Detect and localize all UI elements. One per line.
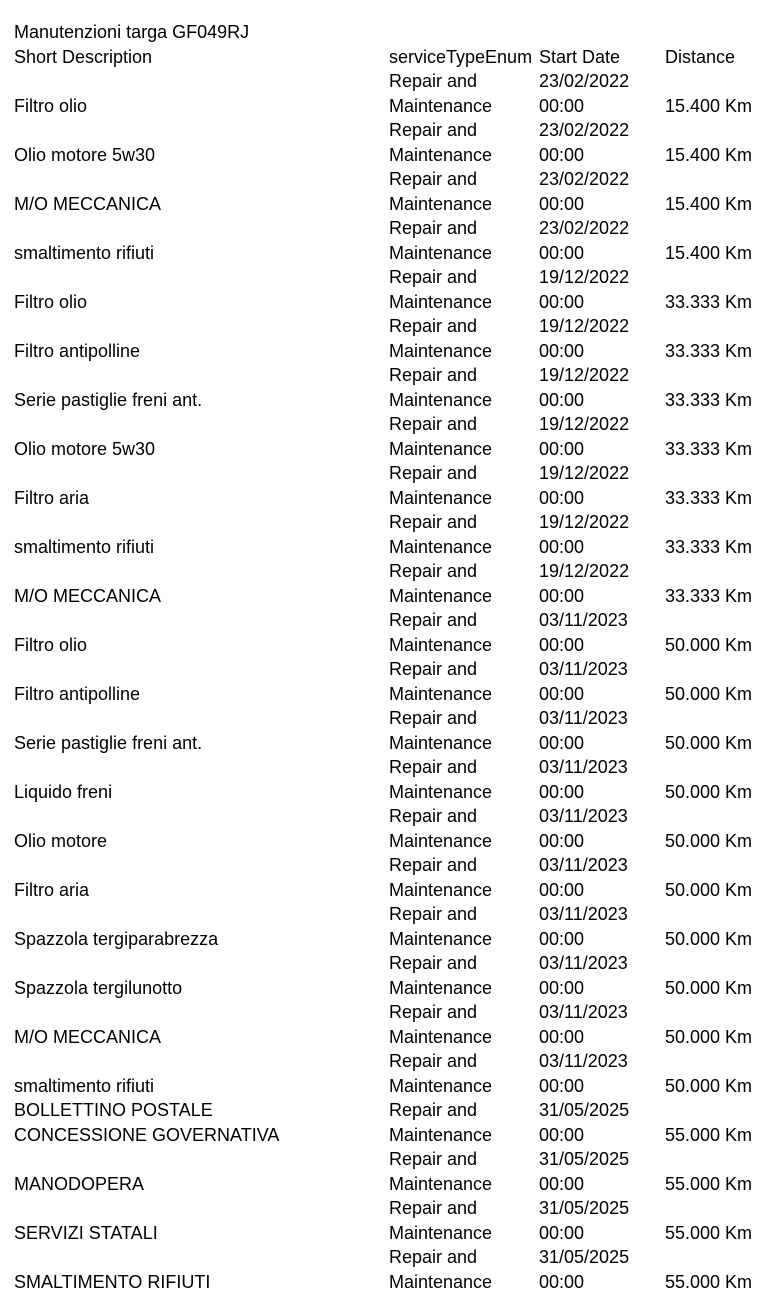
short-description: Filtro aria bbox=[14, 487, 90, 508]
service-type-line1: Repair and bbox=[389, 120, 478, 140]
start-time: 00:00 bbox=[539, 1271, 585, 1292]
service-type-line1: Repair and bbox=[389, 561, 478, 581]
table-row bbox=[14, 265, 774, 314]
service-type-line1: Repair and bbox=[389, 1051, 478, 1071]
start-time: 00:00 bbox=[539, 683, 585, 704]
start-time: 00:00 bbox=[539, 1124, 585, 1145]
short-description: Olio motore 5w30 bbox=[14, 144, 156, 165]
service-type-line2: Maintenance bbox=[389, 291, 493, 312]
distance-value: 33.333 Km bbox=[665, 389, 753, 410]
table-row bbox=[14, 118, 774, 167]
service-type-line1: Repair and bbox=[389, 316, 478, 336]
start-date: 03/11/2023 bbox=[539, 659, 628, 679]
start-time: 00:00 bbox=[539, 487, 585, 508]
short-description: smaltimento rifiuti bbox=[14, 536, 155, 557]
short-description: Filtro aria bbox=[14, 879, 90, 900]
service-type-line2: Maintenance bbox=[389, 928, 493, 949]
short-description: Liquido freni bbox=[14, 781, 113, 802]
distance-value: 15.400 Km bbox=[665, 193, 753, 214]
service-type-line2: Maintenance bbox=[389, 1222, 493, 1243]
start-time: 00:00 bbox=[539, 291, 585, 312]
short-description-line1: BOLLETTINO POSTALE bbox=[14, 1100, 213, 1120]
start-date: 23/02/2022 bbox=[539, 71, 630, 91]
start-time: 00:00 bbox=[539, 1222, 585, 1243]
service-type-line2: Maintenance bbox=[389, 340, 493, 361]
service-type-line2: Maintenance bbox=[389, 389, 493, 410]
distance-value: 50.000 Km bbox=[665, 977, 753, 998]
table-row bbox=[14, 167, 774, 216]
service-type-line2: Maintenance bbox=[389, 487, 493, 508]
header-distance: Distance bbox=[665, 46, 736, 67]
start-time: 00:00 bbox=[539, 193, 585, 214]
start-time: 00:00 bbox=[539, 879, 585, 900]
start-time: 00:00 bbox=[539, 1026, 585, 1047]
start-date: 31/05/2025 bbox=[539, 1247, 630, 1267]
service-type-line1: Repair and bbox=[389, 659, 478, 679]
start-time: 00:00 bbox=[539, 781, 585, 802]
table-row bbox=[14, 1196, 774, 1245]
table-row bbox=[14, 1098, 774, 1147]
service-type-line2: Maintenance bbox=[389, 438, 493, 459]
service-type-line1: Repair and bbox=[389, 1100, 478, 1120]
start-date: 19/12/2022 bbox=[539, 463, 630, 483]
service-type-line1: Repair and bbox=[389, 855, 478, 875]
start-date: 23/02/2022 bbox=[539, 218, 630, 238]
start-date: 03/11/2023 bbox=[539, 806, 628, 826]
table-row bbox=[14, 951, 774, 1000]
distance-value: 50.000 Km bbox=[665, 732, 753, 753]
start-time: 00:00 bbox=[539, 732, 585, 753]
start-time: 00:00 bbox=[539, 536, 585, 557]
start-date: 31/05/2025 bbox=[539, 1198, 630, 1218]
distance-value: 33.333 Km bbox=[665, 585, 753, 606]
service-type-line1: Repair and bbox=[389, 904, 478, 924]
short-description: Filtro antipolline bbox=[14, 340, 141, 361]
header-short-description: Short Description bbox=[14, 46, 153, 67]
service-type-line1: Repair and bbox=[389, 267, 478, 287]
short-description: Filtro olio bbox=[14, 291, 88, 312]
service-type-line1: Repair and bbox=[389, 1149, 478, 1169]
start-time: 00:00 bbox=[539, 1173, 585, 1194]
start-date: 03/11/2023 bbox=[539, 708, 628, 728]
short-description: M/O MECCANICA bbox=[14, 193, 162, 214]
start-time: 00:00 bbox=[539, 340, 585, 361]
table-row bbox=[14, 1049, 774, 1098]
service-type-line1: Repair and bbox=[389, 1198, 478, 1218]
table-row bbox=[14, 657, 774, 706]
table-row bbox=[14, 559, 774, 608]
service-type-line2: Maintenance bbox=[389, 585, 493, 606]
header-row bbox=[14, 45, 774, 70]
distance-value: 50.000 Km bbox=[665, 879, 753, 900]
short-description: Serie pastiglie freni ant. bbox=[14, 389, 203, 410]
distance-value: 50.000 Km bbox=[665, 683, 753, 704]
service-type-line2: Maintenance bbox=[389, 1124, 493, 1145]
start-date: 19/12/2022 bbox=[539, 267, 630, 287]
short-description: M/O MECCANICA bbox=[14, 1026, 162, 1047]
start-date: 31/05/2025 bbox=[539, 1100, 630, 1120]
start-date: 03/11/2023 bbox=[539, 953, 628, 973]
short-description: Serie pastiglie freni ant. bbox=[14, 732, 203, 753]
distance-value: 55.000 Km bbox=[665, 1173, 753, 1194]
start-date: 19/12/2022 bbox=[539, 512, 630, 532]
service-type-line2: Maintenance bbox=[389, 536, 493, 557]
service-type-line2: Maintenance bbox=[389, 830, 493, 851]
header-service-type: serviceTypeEnum bbox=[389, 46, 533, 67]
service-type-line1: Repair and bbox=[389, 414, 478, 434]
service-type-line1: Repair and bbox=[389, 463, 478, 483]
table-row bbox=[14, 216, 774, 265]
service-type-line2: Maintenance bbox=[389, 193, 493, 214]
start-time: 00:00 bbox=[539, 144, 585, 165]
service-type-line2: Maintenance bbox=[389, 634, 493, 655]
service-type-line2: Maintenance bbox=[389, 1271, 493, 1292]
service-type-line1: Repair and bbox=[389, 512, 478, 532]
start-date: 03/11/2023 bbox=[539, 757, 628, 777]
distance-value: 50.000 Km bbox=[665, 1026, 753, 1047]
distance-value: 33.333 Km bbox=[665, 487, 753, 508]
start-date: 03/11/2023 bbox=[539, 904, 628, 924]
start-date: 03/11/2023 bbox=[539, 1051, 628, 1071]
start-date: 23/02/2022 bbox=[539, 120, 630, 140]
start-date: 03/11/2023 bbox=[539, 1002, 628, 1022]
table-row bbox=[14, 363, 774, 412]
short-description: Filtro antipolline bbox=[14, 683, 141, 704]
service-type-line2: Maintenance bbox=[389, 683, 493, 704]
distance-value: 55.000 Km bbox=[665, 1222, 753, 1243]
distance-value: 33.333 Km bbox=[665, 340, 753, 361]
distance-value: 33.333 Km bbox=[665, 438, 753, 459]
service-type-line2: Maintenance bbox=[389, 781, 493, 802]
start-date: 03/11/2023 bbox=[539, 855, 628, 875]
service-type-line1: Repair and bbox=[389, 1247, 478, 1267]
service-type-line2: Maintenance bbox=[389, 879, 493, 900]
short-description: Spazzola tergiparabrezza bbox=[14, 928, 219, 949]
start-time: 00:00 bbox=[539, 438, 585, 459]
distance-value: 50.000 Km bbox=[665, 928, 753, 949]
start-time: 00:00 bbox=[539, 1075, 585, 1096]
distance-value: 33.333 Km bbox=[665, 536, 753, 557]
distance-value: 50.000 Km bbox=[665, 1075, 753, 1096]
short-description: MANODOPERA bbox=[14, 1173, 145, 1194]
short-description-line2: CONCESSIONE GOVERNATIVA bbox=[14, 1124, 280, 1145]
short-description: Olio motore 5w30 bbox=[14, 438, 156, 459]
distance-value: 15.400 Km bbox=[665, 95, 753, 116]
short-description: SERVIZI STATALI bbox=[14, 1222, 158, 1243]
service-type-line1: Repair and bbox=[389, 953, 478, 973]
table-row bbox=[14, 902, 774, 951]
start-time: 00:00 bbox=[539, 634, 585, 655]
header-start-date: Start Date bbox=[539, 46, 621, 67]
start-date: 23/02/2022 bbox=[539, 169, 630, 189]
service-type-line2: Maintenance bbox=[389, 95, 493, 116]
service-type-line2: Maintenance bbox=[389, 732, 493, 753]
start-time: 00:00 bbox=[539, 830, 585, 851]
sheet-title: Manutenzioni targa GF049RJ bbox=[14, 22, 250, 42]
short-description: M/O MECCANICA bbox=[14, 585, 162, 606]
start-date: 31/05/2025 bbox=[539, 1149, 630, 1169]
service-type-line2: Maintenance bbox=[389, 1173, 493, 1194]
maintenance-sheet bbox=[14, 20, 774, 1294]
service-type-line1: Repair and bbox=[389, 708, 478, 728]
start-date: 19/12/2022 bbox=[539, 414, 630, 434]
service-type-line1: Repair and bbox=[389, 218, 478, 238]
short-description: smaltimento rifiuti bbox=[14, 1075, 155, 1096]
service-type-line2: Maintenance bbox=[389, 1026, 493, 1047]
distance-value: 55.000 Km bbox=[665, 1271, 753, 1292]
service-type-line1: Repair and bbox=[389, 71, 478, 91]
distance-value: 55.000 Km bbox=[665, 1124, 753, 1145]
table-row bbox=[14, 706, 774, 755]
service-type-line1: Repair and bbox=[389, 610, 478, 630]
service-type-line1: Repair and bbox=[389, 1002, 478, 1022]
table-row bbox=[14, 461, 774, 510]
table-row bbox=[14, 510, 774, 559]
short-description: SMALTIMENTO RIFIUTI bbox=[14, 1271, 211, 1292]
service-type-line2: Maintenance bbox=[389, 977, 493, 998]
table-row bbox=[14, 608, 774, 657]
table-row bbox=[14, 755, 774, 804]
table-row bbox=[14, 69, 774, 118]
start-time: 00:00 bbox=[539, 95, 585, 116]
start-time: 00:00 bbox=[539, 977, 585, 998]
start-time: 00:00 bbox=[539, 389, 585, 410]
distance-value: 50.000 Km bbox=[665, 781, 753, 802]
maintenance-rows bbox=[14, 69, 774, 1294]
service-type-line1: Repair and bbox=[389, 806, 478, 826]
distance-value: 15.400 Km bbox=[665, 144, 753, 165]
short-description: Filtro olio bbox=[14, 634, 88, 655]
start-date: 19/12/2022 bbox=[539, 316, 630, 336]
start-time: 00:00 bbox=[539, 928, 585, 949]
table-row bbox=[14, 1000, 774, 1049]
table-row bbox=[14, 1147, 774, 1196]
distance-value: 50.000 Km bbox=[665, 830, 753, 851]
service-type-line2: Maintenance bbox=[389, 1075, 493, 1096]
service-type-line1: Repair and bbox=[389, 757, 478, 777]
service-type-line2: Maintenance bbox=[389, 144, 493, 165]
service-type-line1: Repair and bbox=[389, 365, 478, 385]
start-date: 03/11/2023 bbox=[539, 610, 628, 630]
distance-value: 50.000 Km bbox=[665, 634, 753, 655]
service-type-line2: Maintenance bbox=[389, 242, 493, 263]
start-date: 19/12/2022 bbox=[539, 365, 630, 385]
short-description: smaltimento rifiuti bbox=[14, 242, 155, 263]
short-description: Olio motore bbox=[14, 830, 108, 851]
start-time: 00:00 bbox=[539, 585, 585, 606]
short-description: Filtro olio bbox=[14, 95, 88, 116]
table-row bbox=[14, 853, 774, 902]
short-description: Spazzola tergilunotto bbox=[14, 977, 183, 998]
table-row bbox=[14, 1245, 774, 1294]
service-type-line1: Repair and bbox=[389, 169, 478, 189]
table-row bbox=[14, 314, 774, 363]
start-date: 19/12/2022 bbox=[539, 561, 630, 581]
distance-value: 33.333 Km bbox=[665, 291, 753, 312]
table-row bbox=[14, 412, 774, 461]
start-time: 00:00 bbox=[539, 242, 585, 263]
distance-value: 15.400 Km bbox=[665, 242, 753, 263]
table-row bbox=[14, 804, 774, 853]
